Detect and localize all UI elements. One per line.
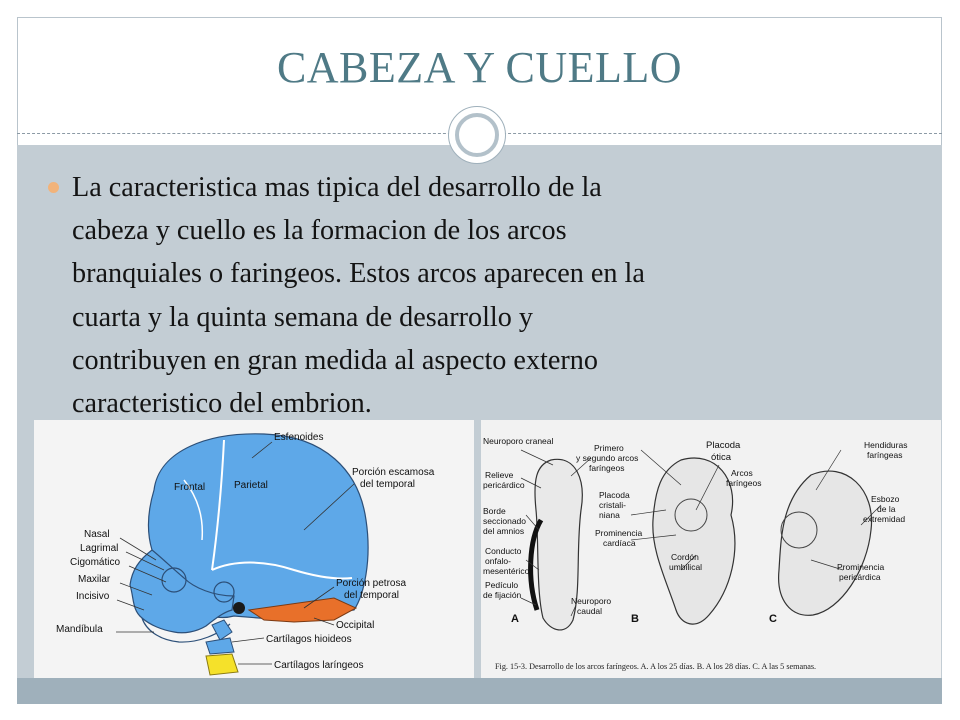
label-cordon-1: Cordón — [671, 552, 699, 562]
label-lagrimal: Lagrimal — [80, 543, 119, 554]
label-placoda-crist-2: cristali- — [599, 500, 626, 510]
label-hioideos: Cartílagos hioideos — [266, 634, 352, 645]
label-prom-peri-1: Prominencia — [837, 562, 885, 572]
label-conducto-3: mesentérico — [483, 566, 530, 576]
label-escamosa-1: Porción escamosa — [352, 467, 435, 478]
label-escamosa-2: del temporal — [360, 479, 416, 490]
label-borde-3: del amnios — [483, 526, 525, 536]
label-conducto-1: Conducto — [485, 546, 522, 556]
bullet-line: cabeza y cuello es la formacion de los arcos — [72, 215, 567, 247]
label-arcos-2: faríngeos — [726, 478, 762, 488]
label-borde-1: Borde — [483, 506, 506, 516]
label-prom-cardiaca-2: cardíaca — [603, 538, 636, 548]
label-c: C — [769, 613, 777, 625]
label-arcos-1: Arcos — [731, 468, 753, 478]
label-hendiduras-1: Hendiduras — [864, 440, 908, 450]
label-prom-cardiaca-1: Prominencia — [595, 528, 643, 538]
bullet-line: La caracteristica mas tipica del desarrollo de la — [72, 172, 602, 203]
bullet-icon — [48, 182, 59, 193]
bullet-text — [72, 166, 912, 425]
label-pediculo-2: de fijación — [483, 590, 522, 600]
label-esbozo-2: de la — [877, 504, 896, 514]
label-conducto-2: onfalo- — [485, 556, 511, 566]
embryo-diagram — [481, 420, 941, 678]
label-esfenoides: Esfenoides — [274, 432, 324, 443]
label-primero-1: Primero — [594, 443, 624, 453]
label-occipital: Occipital — [336, 620, 375, 631]
label-relieve-1: Relieve — [485, 470, 514, 480]
label-borde-2: seccionado — [483, 516, 527, 526]
label-a: A — [511, 613, 519, 625]
label-pediculo-1: Pedículo — [485, 580, 519, 590]
label-petrosa-1: Porción petrosa — [336, 578, 407, 589]
label-incisivo: Incisivo — [76, 591, 110, 602]
label-primero-3: faríngeos — [589, 463, 625, 473]
skull-figure — [34, 420, 474, 678]
label-maxilar: Maxilar — [78, 574, 111, 585]
label-placoda-otica-1: Placoda — [706, 440, 741, 451]
bottom-band — [17, 678, 942, 704]
bullet-line: cuarta y la quinta semana de desarrollo y — [72, 301, 533, 333]
bullet-line: branquiales o faringeos. Estos arcos aparecen en la — [72, 258, 645, 290]
label-neuroporo-craneal: Neuroporo craneal — [483, 436, 554, 446]
label-esbozo-3: extremidad — [863, 514, 906, 524]
label-neuroporo-caudal-2: caudal — [577, 606, 603, 616]
ring-inner — [455, 113, 499, 157]
label-petrosa-2: del temporal — [344, 590, 400, 601]
label-placoda-otica-2: ótica — [711, 452, 732, 463]
label-b: B — [631, 613, 639, 625]
label-neuroporo-caudal-1: Neuroporo — [571, 596, 612, 606]
label-laringeos: Cartílagos laríngeos — [274, 660, 364, 671]
bullet-line: caracteristico del embrion. — [72, 388, 372, 420]
label-placoda-crist-1: Placoda — [599, 490, 630, 500]
slide-title: CABEZA Y CUELLO — [276, 43, 683, 92]
figure-caption: Fig. 15-3. Desarrollo de los arcos faríngeos. A. A los 25 días. B. A los 28 días. C. A las 5 semanas. — [495, 662, 817, 671]
label-parietal: Parietal — [234, 480, 268, 491]
label-cordon-2: umbilical — [669, 562, 703, 572]
embryo-figure — [481, 420, 941, 678]
label-esbozo-1: Esbozo — [871, 494, 900, 504]
label-placoda-crist-3: niana — [599, 510, 620, 520]
label-nasal: Nasal — [84, 529, 110, 540]
label-primero-2: y segundo arcos — [576, 453, 639, 463]
label-prom-peri-2: pericárdica — [839, 572, 881, 582]
ring-ornament-icon — [448, 106, 506, 164]
label-cigomatico: Cigomático — [70, 557, 121, 568]
label-hendiduras-2: faríngeas — [867, 450, 903, 460]
label-relieve-2: pericárdico — [483, 480, 525, 490]
label-mandibula: Mandíbula — [56, 624, 103, 635]
bullet-line: contribuyen en gran medida al aspecto externo — [72, 344, 598, 376]
skull-diagram — [34, 420, 474, 678]
label-frontal: Frontal — [174, 482, 206, 493]
